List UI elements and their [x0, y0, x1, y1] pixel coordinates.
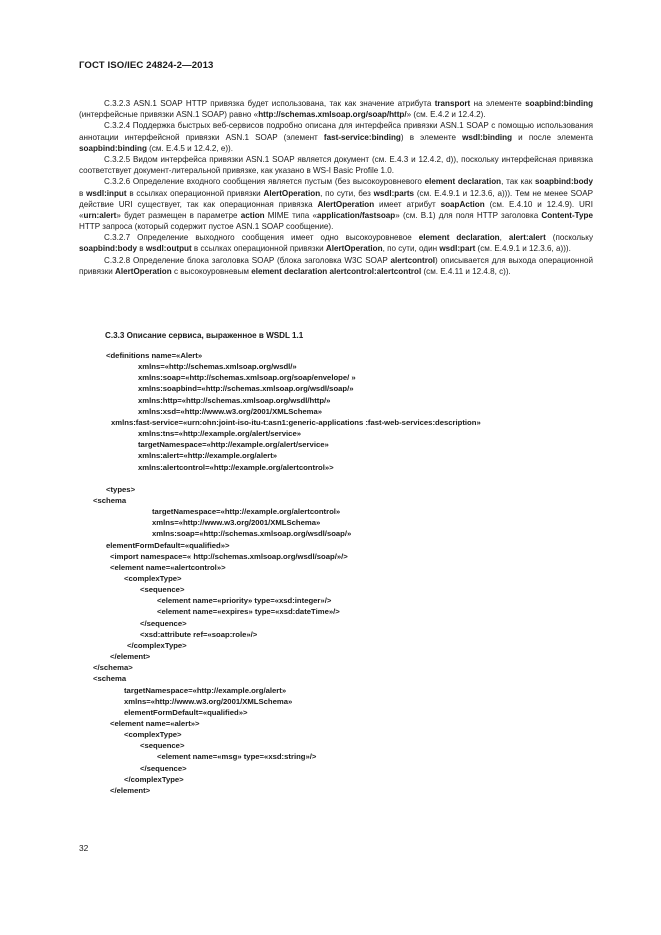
code-line: xmlns:alert=«http://example.org/alert» [138, 451, 278, 461]
code-line: xmlns=«http://www.w3.org/2001/XMLSchema» [124, 696, 293, 706]
text-run: (см. Е.4.9.1 и 12.3.6, а))). Тем не менее SOAP действие URI существует, так как операционная привязка [79, 188, 593, 209]
code-line: <sequence> [140, 585, 185, 595]
bold-term: Content-Type [541, 210, 593, 220]
text-run: (см. Е.4.9.1 и 12.3.6, а))). [475, 244, 571, 254]
code-line: xmlns=«http://schemas.xmlsoap.org/wsdl/» [138, 362, 297, 372]
text-run: имеет атрибут [374, 199, 441, 209]
bold-term: alert:alert [508, 233, 546, 243]
text-run: С.3.2.7 Определение выходного сообщения имеет одно высокоуровневое [104, 233, 419, 243]
code-line: xmlns:xsd=«http://www.w3.org/2001/XMLSchema» [138, 406, 323, 416]
text-run: С.3.2.6 Определение входного сообщения является пустым (без высокоуровневого [104, 177, 425, 187]
text-run: , по сути, один [382, 244, 440, 254]
page-number: 32 [79, 843, 89, 853]
code-line: xmlns:soap=«http://schemas.xmlsoap.org/wsdl/soap/» [152, 529, 352, 539]
code-line: elementFormDefault=«qualified»> [106, 540, 230, 550]
bold-term: urn:alert [83, 210, 117, 220]
code-line: elementFormDefault=«qualified»> [124, 707, 248, 717]
text-run: С.3.2.8 Определение блока заголовка SOAP (блока заголовка W3C SOAP [104, 255, 391, 265]
text-run: ) в элементе [400, 132, 463, 142]
code-line: <import namespace=« http://schemas.xmlsoap.org/wsdl/soap/»/> [110, 551, 348, 561]
bold-term: wsdl:output [145, 244, 192, 254]
text-run: в [79, 188, 87, 198]
text-run: , так как [501, 177, 535, 187]
text-run: С.3.2.4 Поддержка быстрых веб-сервисов подробно описана для интерфейса привязки ASN.1 SOAP с помощью использования аннотации интерфейсной привязки ASN.1 SOAP (элемент [79, 121, 593, 142]
paragraph-c-3-2-7 [79, 232, 593, 254]
code-line: <element name=«alert»> [110, 718, 200, 728]
code-line: targetNamespace=«http://example.org/alert» [124, 685, 287, 695]
paragraph-c-3-2-5 [79, 154, 593, 176]
code-line: xmlns:fast-service=«urn:ohn:joint-iso-itu-t:asn1:generic-applications :fast-web-services:description» [111, 417, 481, 427]
code-line: <complexType> [124, 574, 182, 583]
text-run: MIME типа « [264, 210, 317, 220]
code-line: <complexType> [124, 730, 182, 740]
text-run: (см. Е.4.5 и 12.4.2, е)). [146, 143, 234, 153]
code-line: xmlns=«http://www.w3.org/2001/XMLSchema» [152, 518, 321, 528]
text-run: , [499, 233, 509, 243]
bold-term: wsdl:parts [373, 188, 415, 198]
text-run: (поскольку [545, 233, 593, 243]
text-run: С.3.2.3 ASN.1 SOAP HTTP привязка будет использована, так как значение атрибута [104, 99, 435, 108]
text-run: на элементе [470, 99, 526, 108]
code-line: <types> [106, 484, 136, 494]
bold-term: element declaration [424, 177, 502, 187]
paragraph-c-3-2-6 [79, 176, 593, 232]
text-run: » (см. Е.4.2 и 12.4.2). [406, 110, 486, 120]
code-line: </element> [110, 785, 151, 795]
code-line: <schema [93, 495, 127, 505]
text-run: в ссылках операционной привязки [126, 188, 264, 198]
bold-term: fast-service:binding [323, 132, 401, 142]
text-run: , по сути, без [320, 188, 374, 198]
code-line: </sequence> [140, 618, 187, 628]
code-line: xmlns:alertcontrol=«http://example.org/alertcontrol»> [138, 462, 334, 472]
bold-term: http://schemas.xmlsoap.org/soap/http/ [258, 110, 407, 120]
bold-term: AlertOperation [325, 244, 383, 254]
bold-term: wsdl:part [439, 244, 476, 254]
paragraph-c-3-2-8 [79, 255, 593, 277]
code-line: <sequence> [140, 741, 185, 751]
code-line: <element name=«msg» type=«xsd:string»/> [157, 752, 317, 762]
text-run: с высокоуровневым [171, 266, 252, 276]
document-header: ГОСТ ISO/IEC 24824-2—2013 [79, 60, 214, 71]
text-run: ) описывается для выхода операционной привязки [79, 255, 593, 276]
bold-term: soapbind:binding [79, 143, 147, 153]
code-line: <xsd:attribute ref=«soap:role»/> [140, 629, 258, 639]
code-line: <definitions name=«Alert» [106, 351, 203, 360]
code-line: xmlns:soap=«http://schemas.xmlsoap.org/soap/envelope/ » [138, 373, 356, 383]
bold-term: AlertOperation [263, 188, 321, 198]
bold-term: AlertOperation [115, 266, 172, 276]
bold-term: AlertOperation [317, 199, 375, 209]
code-line: </element> [110, 652, 151, 662]
section-heading: С.3.3 Описание сервиса, выраженное в WSDL 1.1 [105, 331, 304, 340]
text-run: С.3.2.5 Видом интерфейса привязки ASN.1 SOAP является документ (см. Е.4.3 и 12.4.2, d)), поскольку интерфейсная привязка соответствует документ-литеральной привязке, как указано в WS-I Basic Profile 1.0. [79, 154, 593, 176]
bold-term: element declaration alertcontrol:alertcontrol [251, 266, 422, 276]
bold-term: soapbind:binding [525, 99, 594, 108]
code-line: targetNamespace=«http://example.org/alert/service» [138, 440, 329, 450]
code-line: <element name=«alertcontrol»> [110, 562, 226, 572]
bold-term: transport [434, 99, 471, 108]
bold-term: wsdl:binding [462, 132, 513, 142]
body-text [79, 98, 593, 277]
text-run: » будет размещен в параметре [116, 210, 241, 220]
paragraph-c-3-2-3 [79, 98, 593, 120]
code-line: xmlns:tns=«http://example.org/alert/service» [138, 429, 301, 439]
bold-term: element declaration [418, 233, 500, 243]
text-run: в ссылках операционной привязки [191, 244, 326, 254]
code-line: <schema [93, 674, 127, 684]
paragraph-c-3-2-4 [79, 120, 593, 153]
text-run: в [137, 244, 146, 254]
text-run: и после элемента [512, 132, 593, 142]
code-line: </complexType> [127, 640, 187, 650]
text-run: » (см. В.1) для поля HTTP заголовка [395, 210, 542, 220]
code-line: xmlns:http=«http://schemas.xmlsoap.org/wsdl/http/» [138, 395, 331, 405]
bold-term: action [240, 210, 265, 220]
bold-term: soapbind:body [535, 177, 593, 187]
code-line: <element name=«priority» type=«xsd:integer»/> [157, 596, 332, 606]
bold-term: application/fastsoap [316, 210, 396, 220]
code-line: </sequence> [140, 763, 187, 773]
text-run: HTTP запроса (который содержит пустое ASN.1 SOAP сообщение). [79, 222, 334, 231]
text-run: (см. Е.4.10 и 12.4.9). URI « [79, 199, 593, 220]
code-line: xmlns:soapbind=«http://schemas.xmlsoap.org/wsdl/soap/» [138, 384, 354, 394]
text-run: (см. Е.4.11 и 12.4.8, с)). [421, 266, 511, 276]
bold-term: soapbind:body [79, 244, 137, 254]
bold-term: soapAction [440, 199, 485, 209]
bold-term: alertcontrol [390, 255, 436, 265]
code-line: </complexType> [124, 774, 184, 784]
code-line: targetNamespace=«http://example.org/alertcontrol» [152, 507, 341, 517]
bold-term: wsdl:input [86, 188, 127, 198]
code-line: <element name=«expires» type=«xsd:dateTime»/> [157, 607, 340, 617]
text-run: (интерфейсные привязки ASN.1 SOAP) равно « [79, 110, 259, 120]
code-line: </schema> [93, 663, 133, 673]
